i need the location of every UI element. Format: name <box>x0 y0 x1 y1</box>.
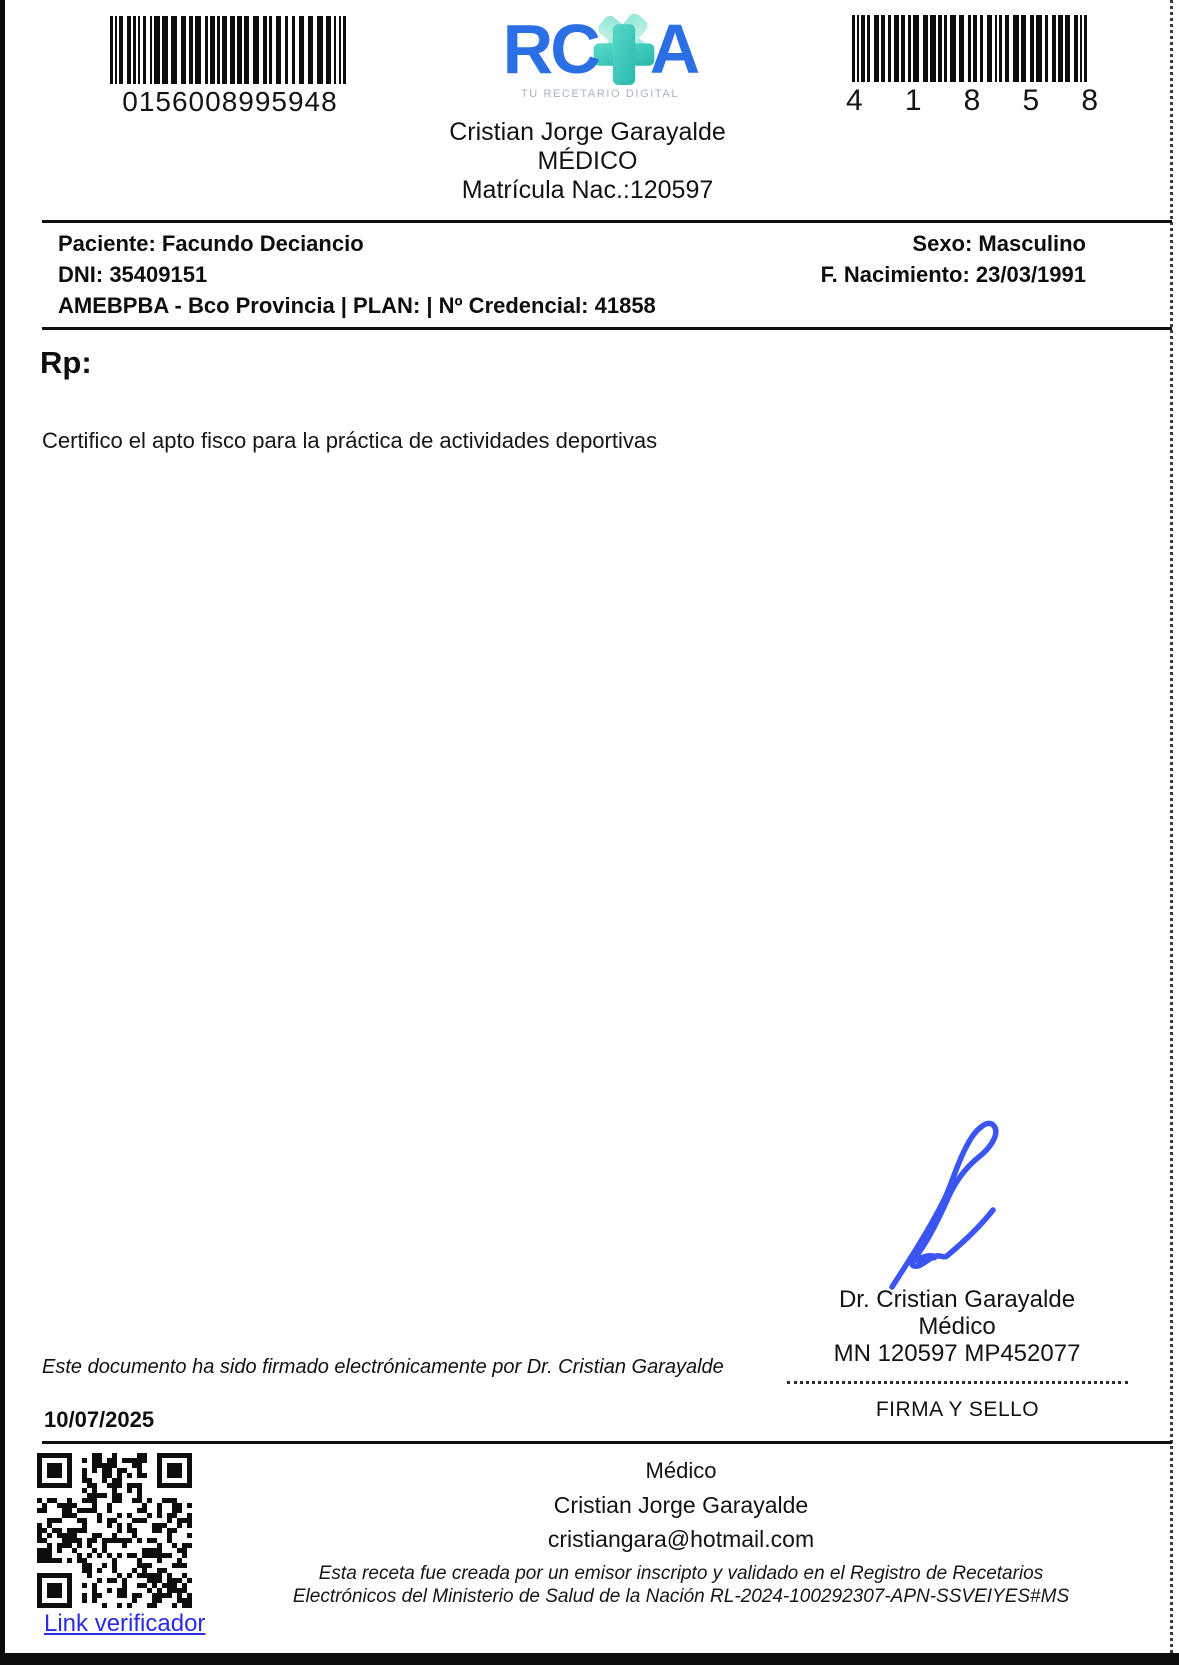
rp-heading: Rp: <box>40 345 92 380</box>
firma-y-sello-label: FIRMA Y SELLO <box>875 1398 1040 1421</box>
patient-row-2 <box>58 259 1086 290</box>
credential-barcode <box>852 15 1092 82</box>
signature-doctor-role: Médico <box>918 1313 996 1340</box>
doctor-signature-scribble <box>878 1108 1008 1294</box>
credential-barcode-digits <box>846 84 1098 118</box>
footer-doctor-name: Cristian Jorge Garayalde <box>553 1492 809 1518</box>
patient-insurance: AMEBPBA - Bco Provincia | PLAN: | Nº Credencial: 41858 <box>58 293 656 318</box>
credential-digit: 1 <box>904 84 922 117</box>
patient-birthdate: F. Nacimiento: 23/03/1991 <box>820 262 1086 287</box>
document-date: 10/07/2025 <box>44 1407 155 1432</box>
logo-letter-a: A <box>649 10 698 88</box>
signature-dotted-line <box>787 1381 1128 1384</box>
credential-digit: 4 <box>846 84 863 117</box>
page-left-border <box>0 0 5 1665</box>
signature-registration: MN 120597 MP452077 <box>833 1340 1081 1367</box>
footer-email: cristiangara@hotmail.com <box>547 1526 815 1552</box>
verifier-link[interactable]: Link verificador <box>44 1610 206 1637</box>
logo-letters-rc: RC <box>502 10 598 88</box>
doctor-name: Cristian Jorge Garayalde <box>449 118 726 146</box>
credential-digit: 5 <box>1022 84 1040 117</box>
patient-section <box>42 220 1172 330</box>
footer-role: Médico <box>645 1458 717 1483</box>
credential-digit: 8 <box>1081 84 1098 117</box>
patient-barcode <box>110 16 350 84</box>
registry-note-line1: Esta receta fue creada por un emisor inscripto y validado en el Registro de Recetarios <box>318 1563 1044 1584</box>
signature-identity-block <box>772 1286 1142 1367</box>
patient-name: Paciente: Facundo Deciancio <box>58 231 364 256</box>
patient-dni: DNI: 35409151 <box>58 262 208 287</box>
electronic-signature-note: Este documento ha sido firmado electrónicamente por Dr. Cristian Garayalde <box>42 1356 724 1378</box>
prescription-text: Certifico el apto fisco para la práctica de actividades deportivas <box>42 428 658 453</box>
patient-row-3 <box>58 290 1086 321</box>
patient-row-1 <box>58 228 1086 259</box>
patient-barcode-number: 0156008995948 <box>122 86 338 117</box>
footer-divider <box>42 1441 1172 1444</box>
page-bottom-border <box>0 1653 1179 1665</box>
rca-logo <box>440 6 760 92</box>
qr-code <box>37 1453 192 1608</box>
patient-sex: Sexo: Masculino <box>912 231 1086 256</box>
registry-note <box>190 1562 1172 1608</box>
doctor-header <box>5 118 1170 205</box>
credential-digit: 8 <box>963 84 981 117</box>
signature-doctor-name: Dr. Cristian Garayalde <box>838 1286 1076 1313</box>
logo-tagline: TU RECETARIO DIGITAL <box>520 88 680 100</box>
doctor-matricula: Matrícula Nac.:120597 <box>461 176 714 204</box>
registry-note-line2: Electrónicos del Ministerio de Salud de la Nación RL-2024-100292307-APN-SSVEIYES#MS <box>292 1586 1070 1607</box>
doctor-title: MÉDICO <box>537 147 638 175</box>
